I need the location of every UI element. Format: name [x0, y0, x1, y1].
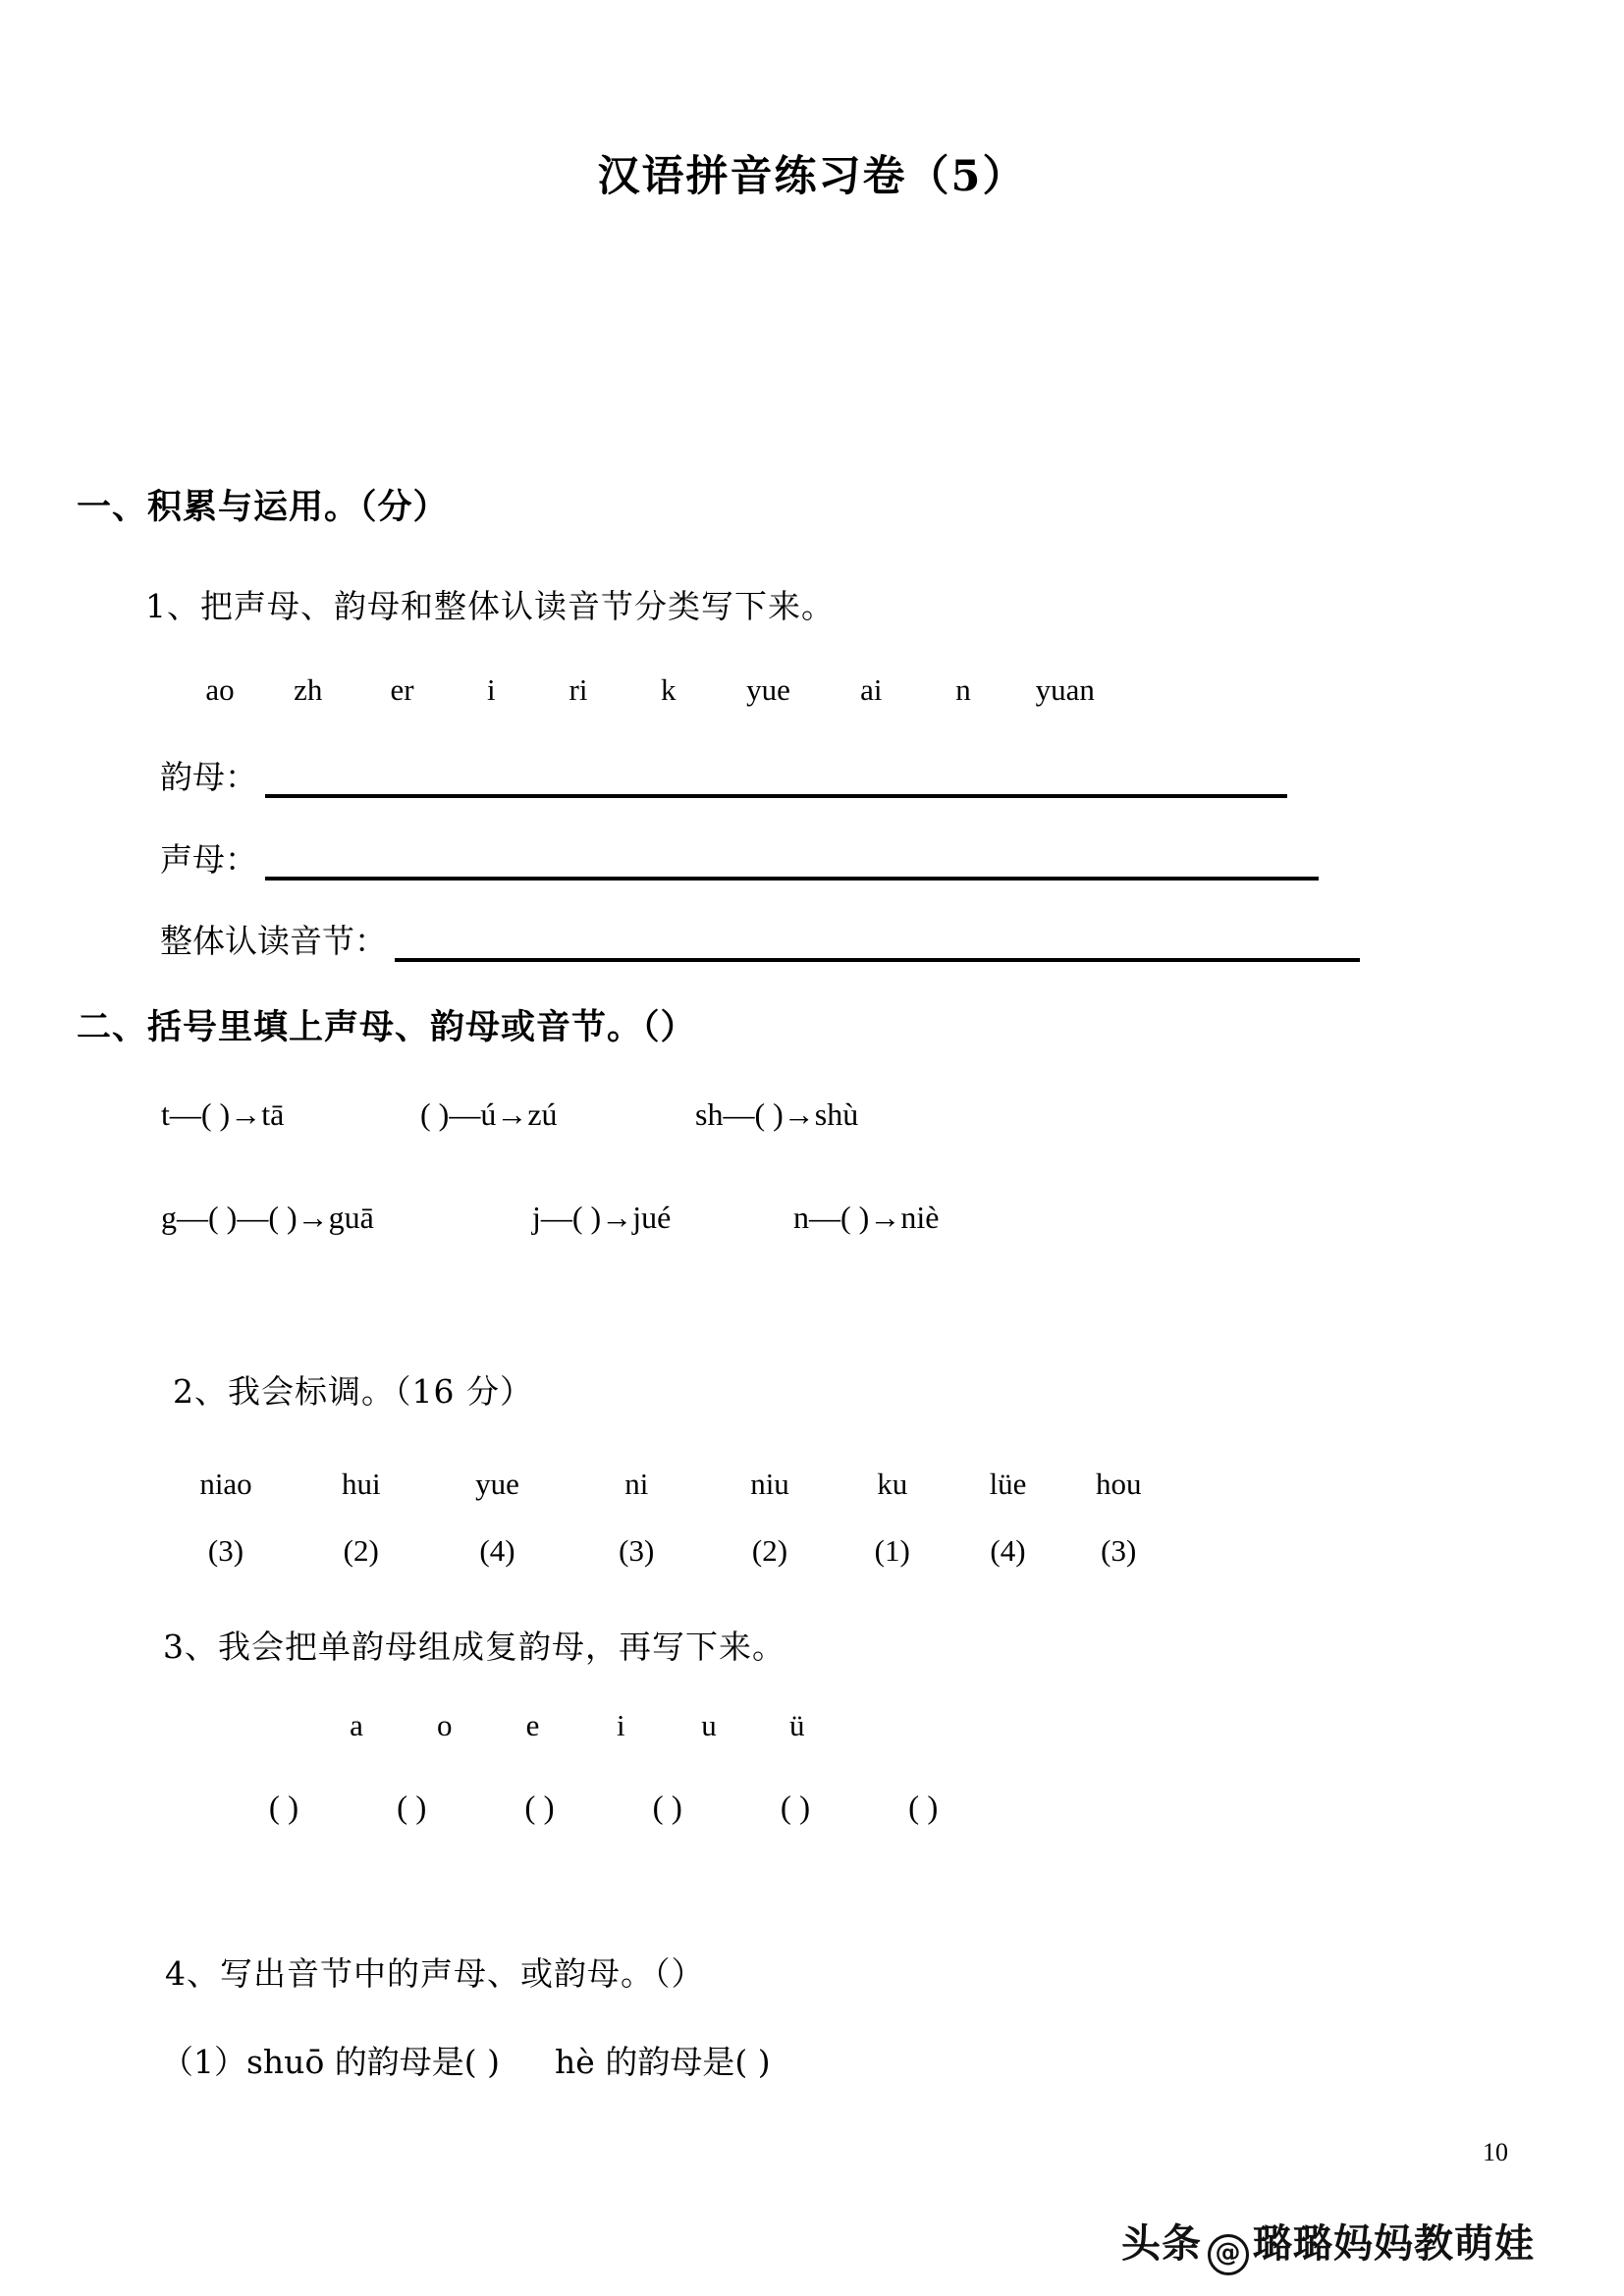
blank-parens[interactable]: ( ) [268, 1790, 299, 1826]
exercise-item[interactable]: t—( )→tā [161, 1096, 285, 1132]
answer-blank-rule[interactable] [395, 946, 1360, 962]
section-one-heading: 一、积累与运用。（分） [77, 487, 449, 527]
question-1-prompt: 1、把声母、韵母和整体认读音节分类写下来。 [145, 587, 835, 625]
answer-line-label: 整体认读音节： [160, 922, 387, 960]
answer-line-zhengti [160, 916, 1360, 962]
tone-item[interactable]: (1) [874, 1533, 910, 1568]
vowel-item: ü [789, 1708, 805, 1742]
question-3-prompt: 3、我会把单韵母组成复韵母，再写下来。 [163, 1628, 785, 1666]
exercise-row-1 [161, 1096, 858, 1133]
pinyin-item: n [955, 672, 971, 707]
page-title: 汉语拼音练习卷（5） [597, 152, 1027, 201]
watermark-prefix: 头条 [1121, 2221, 1202, 2267]
pinyin-item: i [486, 672, 496, 707]
pinyin-item: yuan [1035, 672, 1095, 707]
tone-item[interactable]: (3) [207, 1533, 244, 1568]
vowel-item: e [525, 1708, 540, 1742]
answer-blank-rule[interactable] [265, 782, 1287, 798]
exercise-item[interactable]: n—( )→niè [793, 1200, 940, 1235]
vowel-item: a [350, 1708, 363, 1742]
exercise-item[interactable]: g—( )—( )→guā [161, 1200, 374, 1235]
syllable-item: ni [624, 1467, 649, 1501]
question-4-text-2: hè 的韵母是( [555, 2043, 748, 2081]
answer-line-yunmu [160, 752, 1287, 798]
exercise-row-2 [161, 1200, 939, 1236]
pinyin-item: er [390, 672, 414, 707]
tone-item[interactable]: (4) [990, 1533, 1026, 1568]
exercise-item[interactable]: sh—( )→shù [695, 1096, 859, 1132]
pinyin-item: zh [294, 672, 323, 707]
question-4-blank-2[interactable]: ) [747, 2043, 771, 2081]
section-two-heading: 二、括号里填上声母、韵母或音节。（） [77, 1007, 696, 1047]
question-4-text-1: （1）shuō 的韵母是( [161, 2043, 477, 2081]
question-1-item-list [183, 672, 1119, 708]
at-icon: @ [1208, 2234, 1249, 2275]
syllable-item: niu [750, 1467, 789, 1501]
blank-parens[interactable]: ( ) [524, 1790, 555, 1826]
question-2-tone-row [160, 1533, 1167, 1569]
answer-line-label: 韵母： [160, 758, 257, 796]
syllable-item: yue [475, 1467, 519, 1501]
watermark-name: 璐璐妈妈教萌娃 [1253, 2221, 1535, 2267]
question-4-prompt: 4、写出音节中的声母、或韵母。（） [165, 1954, 705, 1993]
answer-line-label: 声母： [160, 840, 257, 879]
question-2-prompt: 2、我会标调。（16 分） [173, 1372, 533, 1411]
question-3-blank-row [224, 1790, 983, 1827]
question-3-vowel-row [316, 1708, 838, 1743]
blank-parens[interactable]: ( ) [397, 1790, 427, 1826]
pinyin-item: k [661, 672, 677, 707]
watermark [1121, 2213, 1535, 2275]
pinyin-item: ao [205, 672, 235, 707]
tone-item[interactable]: (4) [479, 1533, 515, 1568]
page-number: 10 [1483, 2138, 1508, 2166]
blank-parens[interactable]: ( ) [908, 1790, 939, 1826]
syllable-item: hou [1096, 1467, 1142, 1501]
question-4-blank-1[interactable]: ) [476, 2043, 501, 2081]
tone-item[interactable]: (3) [619, 1533, 655, 1568]
vowel-item: u [701, 1708, 717, 1742]
exercise-item[interactable]: j—( )→jué [532, 1200, 672, 1235]
vowel-item: o [437, 1708, 453, 1742]
exercise-item[interactable]: ( )—ú→zú [420, 1096, 558, 1132]
syllable-item: niao [199, 1467, 252, 1501]
tone-item[interactable]: (2) [343, 1533, 379, 1568]
blank-parens[interactable]: ( ) [652, 1790, 682, 1826]
answer-blank-rule[interactable] [265, 865, 1319, 881]
tone-item[interactable]: (2) [751, 1533, 788, 1568]
pinyin-item: ai [860, 672, 883, 707]
pinyin-item: ri [568, 672, 588, 707]
syllable-item: ku [877, 1467, 908, 1501]
syllable-item: hui [341, 1467, 381, 1501]
vowel-item: i [616, 1708, 625, 1742]
syllable-item: lüe [989, 1467, 1027, 1501]
question-4-line-1 [161, 2037, 771, 2083]
answer-line-shengmu [160, 834, 1319, 881]
tone-item[interactable]: (3) [1101, 1533, 1137, 1568]
blank-parens[interactable]: ( ) [780, 1790, 811, 1826]
question-2-syllable-row [160, 1467, 1167, 1502]
pinyin-item: yue [746, 672, 790, 707]
